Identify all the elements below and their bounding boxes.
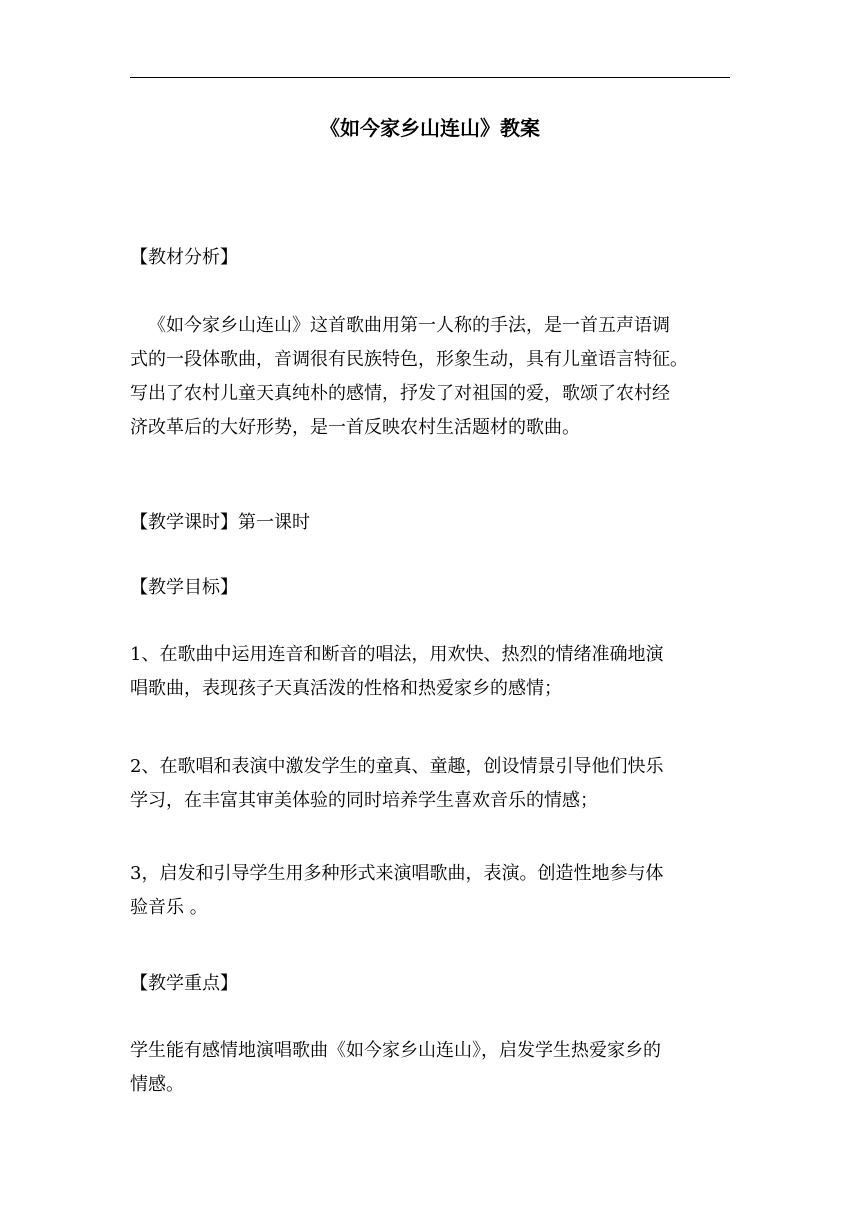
paragraph-line: 2、在歌唱和表演中激发学生的童真、童趣，创设情景引导他们快乐: [130, 756, 664, 777]
goal-2: [130, 750, 730, 818]
header-rule: [130, 77, 730, 78]
section-heading: 【教学目标】: [130, 577, 238, 598]
paragraph-line: 学生能有感情地演唱歌曲《如今家乡山连山》，启发学生热爱家乡的: [130, 1040, 661, 1061]
textbook-analysis-heading: [130, 241, 730, 275]
section-heading: 【教材分析】: [130, 247, 238, 268]
document-title: 《如今家乡山连山》教案: [320, 116, 540, 140]
paragraph-line: 唱歌曲，表现孩子天真活泼的性格和热爱家乡的感情；: [130, 678, 562, 699]
textbook-analysis-body: [130, 309, 730, 445]
paragraph-line: 《如今家乡山连山》这首歌曲用第一人称的手法，是一首五声语调: [148, 315, 670, 336]
goal-1: [130, 638, 730, 706]
section-heading: 【教学课时】第一课时: [130, 512, 310, 533]
section-heading: 【教学重点】: [130, 973, 238, 994]
paragraph-line: 1、在歌曲中运用连音和断音的唱法，用欢快、热烈的情绪准确地演: [130, 644, 664, 665]
paragraph-line: 3，启发和引导学生用多种形式来演唱歌曲，表演。创造性地参与体: [130, 863, 664, 884]
paragraph-line: 式的一段体歌曲，音调很有民族特色，形象生动，具有儿童语言特征。: [130, 349, 688, 370]
paragraph-line: 学习，在丰富其审美体验的同时培养学生喜欢音乐的情感；: [130, 790, 598, 811]
goal-3: [130, 857, 730, 925]
paragraph-line: 写出了农村儿童天真纯朴的感情，抒发了对祖国的爱，歌颂了农村经: [130, 383, 670, 404]
key-points-heading: [130, 967, 730, 1001]
key-points-body: [130, 1034, 730, 1102]
paragraph-line: 济改革后的大好形势，是一首反映农村生活题材的歌曲。: [130, 417, 580, 438]
paragraph-line: 情感。: [130, 1074, 184, 1095]
class-hours: [130, 506, 730, 540]
teaching-goals-heading: [130, 571, 730, 605]
paragraph-line: 验音乐 。: [130, 897, 208, 918]
